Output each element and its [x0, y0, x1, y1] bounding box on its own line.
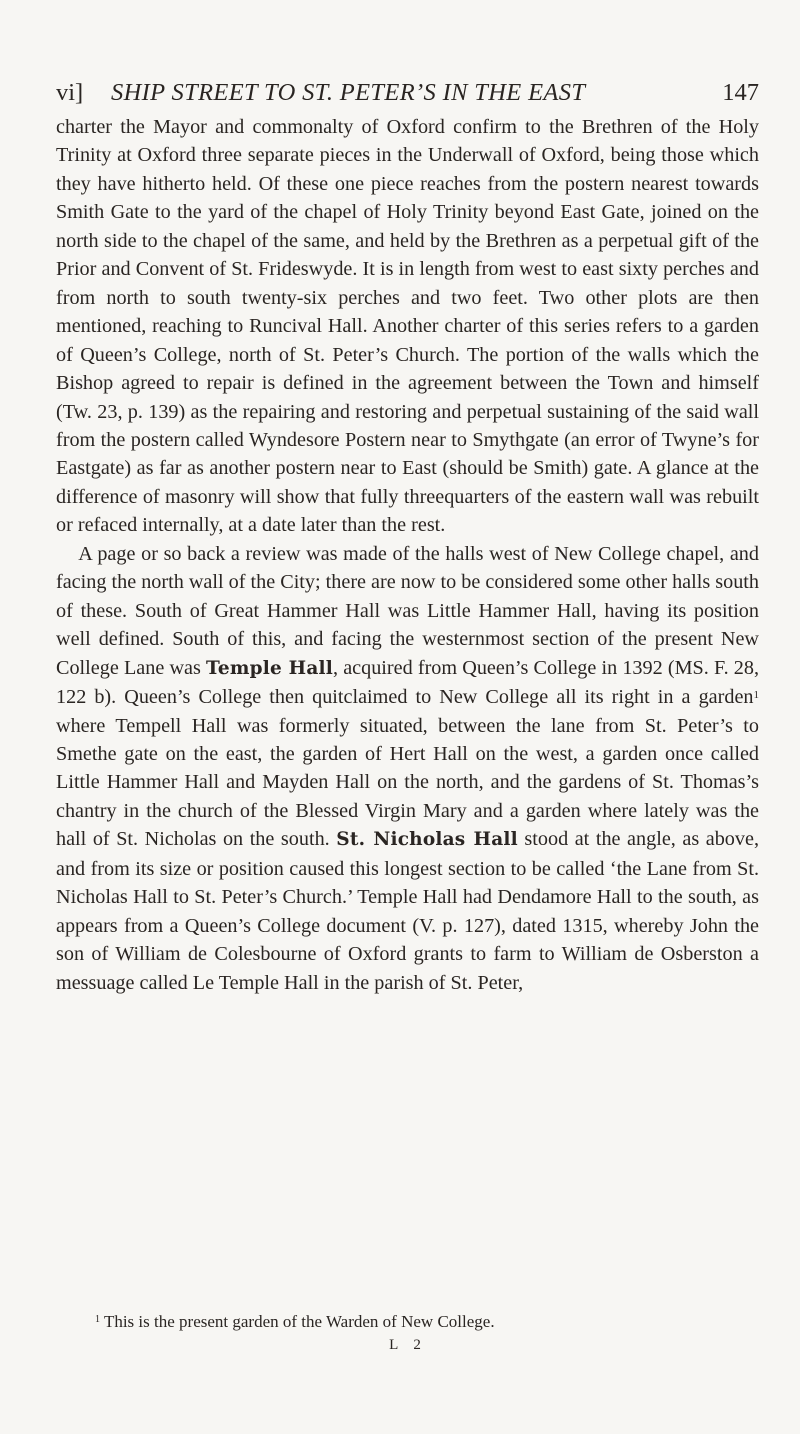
paragraph-2-text-a: A page or so back a review was made of the halls west of New College chapel, and facing the north wall of the City; there are now to be considered some other halls south of these. South of Great Hammer Hall was Little Hammer Hall, having its position well defined. South of this, and facing the westernmost section of the present New College Lane was [56, 542, 760, 679]
st-nicholas-hall-heading: St. Nicholas Hall [336, 829, 518, 851]
running-title: SHIP STREET TO ST. PETER’S IN THE EAST [111, 79, 586, 106]
footnote-marker: 1 [95, 1314, 100, 1325]
footnote [56, 1311, 759, 1333]
paragraph-1-text: charter the Mayor and commonalty of Oxford confirm to the Brethren of the Holy Trinity at Oxford three separate pieces in the Underwall of Oxford, being those which they have hitherto held. Of these one piece reaches from the postern nearest towards Smith Gate to the yard of the chapel of Holy Trinity beyond East Gate, joined on the north side to the chapel of the same, and held by the Brethren as a perpetual gift of the Prior and Convent of St. Frideswyde. It is in length from west to east sixty perches and from north to south twenty-six perches and two feet. Two other plots are then mentioned, reaching to Runcival Hall. Another charter of this series refers to a garden of Queen’s College, north of St. Peter’s Church. The portion of the walls which the Bishop agreed to repair is defined in the agreement between the Town and himself (Tw. 23, p. 139) as the repairing and restoring and perpetual sustaining of the said wall from the postern called Wyndesore Postern near to Smythgate (an error of Twyne’s for Eastgate) as far as another postern near to East (should be Smith) gate. A glance at the difference of masonry will show that fully threequarters of the eastern wall was rebuilt or refaced internally, at a date later than the rest. [56, 116, 759, 537]
paragraph-1 [56, 113, 759, 540]
paragraph-2-text-c: where Tempell Hall was formerly situated, between the lane from St. Peter’s to Smethe gate on the east, the garden of Hert Hall on the west, a garden once called Little Hammer Hall and Mayden Hall on the north, and the gardens of St. Thomas’s chantry in the church of the Blessed Virgin Mary and a garden where lately was the hall of St. Nicholas on the south. [56, 714, 759, 851]
body-text [56, 113, 759, 997]
footnote-text: This is the present garden of the Warden of New College. [103, 1312, 495, 1331]
footnote-reference: 1 [753, 689, 759, 702]
paragraph-2 [56, 540, 759, 997]
paragraph-2-text-b: , acquired from Queen’s College in 1392 (MS. F. 28, 122 b). Queen’s College then quitclaimed to New College all its right in a garden [56, 656, 760, 709]
paragraph-2-text-d: stood at the angle, as above, and from its size or position caused this longest section to be called ‘the Lane from St. Nicholas Hall to St. Peter’s Church.’ Temple Hall had Dendamore Hall to the south, as appears from a Queen’s College document (V. p. 127), dated 1315, whereby John the son of William de Colesbourne of Oxford grants to farm to William de Osberston a messuage called Le Temple Hall in the parish of St. Peter, [56, 828, 759, 994]
page-number: 147 [722, 79, 759, 106]
section-number: vi] [56, 79, 84, 106]
signature-mark: L 2 [389, 1337, 427, 1353]
running-header [56, 76, 759, 110]
temple-hall-heading: Temple Hall [206, 657, 333, 679]
